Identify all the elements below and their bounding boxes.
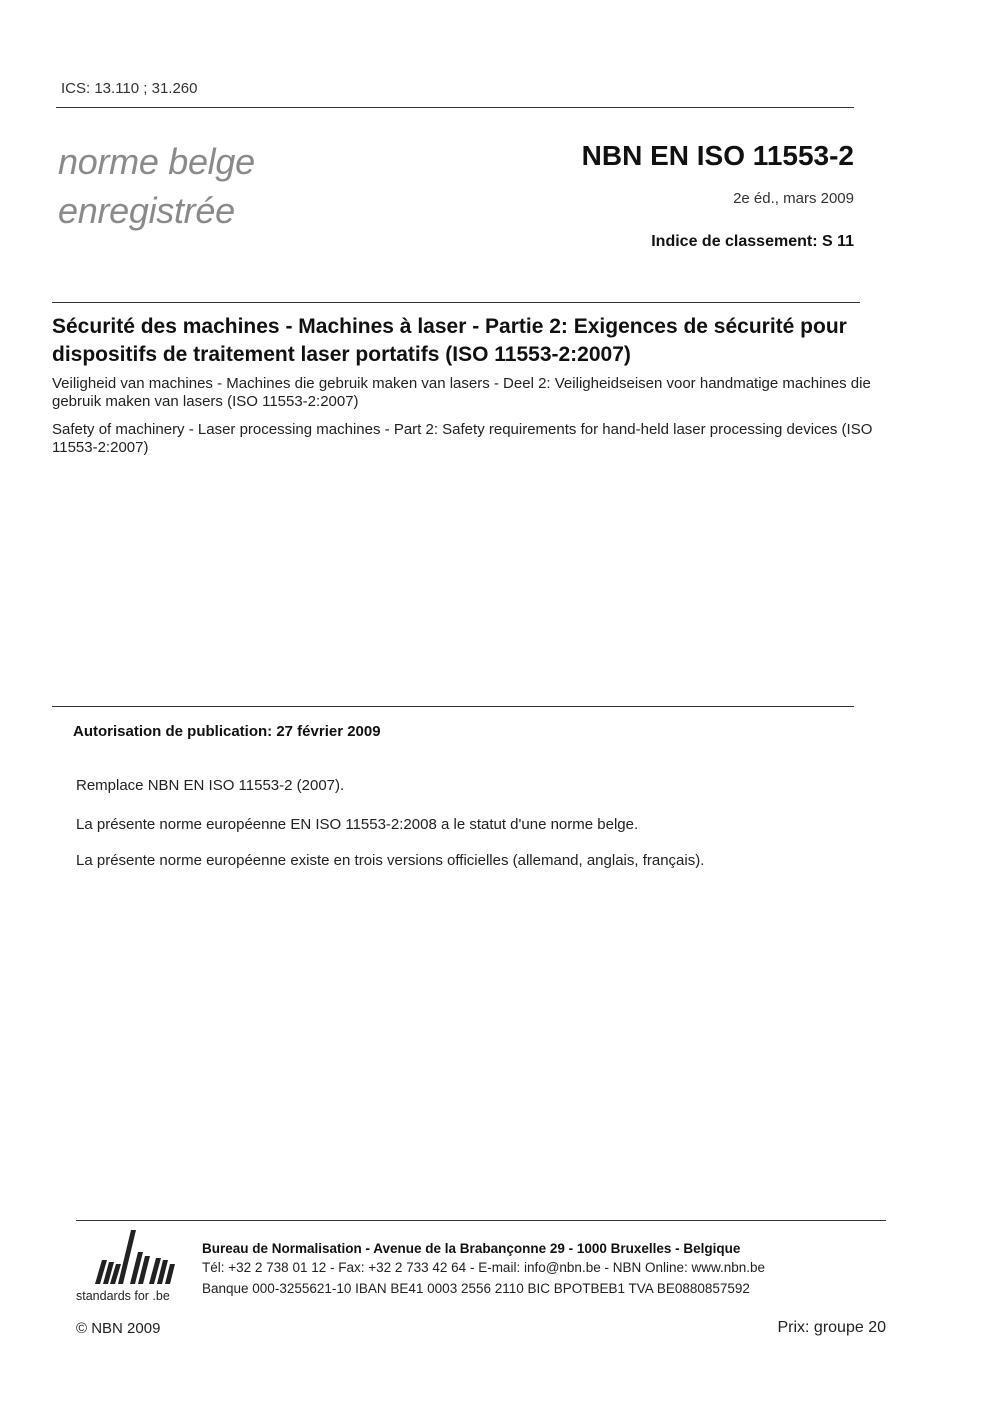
registered-label-line1: norme belge <box>58 141 255 182</box>
logo-tagline: standards for .be <box>76 1289 170 1303</box>
footer-contact: Tél: +32 2 738 01 12 - Fax: +32 2 733 42 64 - E-mail: info@nbn.be - NBN Online: www.nbn.be <box>202 1260 766 1275</box>
edition-date: 2e éd., mars 2009 <box>733 190 854 207</box>
standard-number: NBN EN ISO 11553-2 <box>581 140 854 171</box>
classification-index: Indice de classement: S 11 <box>651 233 854 250</box>
copyright: © NBN 2009 <box>76 1320 161 1337</box>
ics-codes: ICS: 13.110 ; 31.260 <box>61 80 198 97</box>
versions-note: La présente norme européenne existe en trois versions officielles (allemand, anglais, français). <box>76 852 705 869</box>
footer-divider <box>76 1220 886 1221</box>
title-divider <box>52 302 860 303</box>
footer-address: Bureau de Normalisation - Avenue de la Brabançonne 29 - 1000 Bruxelles - Belgique <box>202 1241 741 1256</box>
price-group: Prix: groupe 20 <box>777 1319 886 1336</box>
publication-authorisation: Autorisation de publication: 27 février 2009 <box>73 723 381 740</box>
replaces-note: Remplace NBN EN ISO 11553-2 (2007). <box>76 777 345 794</box>
top-divider <box>56 107 854 108</box>
title-french: Sécurité des machines - Machines à laser - Partie 2: Exigences de sécurité pour dispositifs de traitement laser portatifs (ISO 11553-2:2007) <box>52 315 847 366</box>
status-note: La présente norme européenne EN ISO 11553-2:2008 a le statut d'une norme belge. <box>76 816 639 833</box>
title-dutch: Veiligheid van machines - Machines die gebruik maken van lasers - Deel 2: Veiligheidseisen voor handmatige machines die gebruik maken van lasers (ISO 11553-2:2007) <box>52 375 871 410</box>
registered-label-line2: enregistrée <box>58 190 235 231</box>
footer-bank-details: Banque 000-3255621-10 IBAN BE41 0003 2556 2110 BIC BPOTBEB1 TVA BE0880857592 <box>202 1281 750 1296</box>
title-english: Safety of machinery - Laser processing machines - Part 2: Safety requirements for hand-held laser processing devices (ISO 11553-2:2007) <box>52 421 873 456</box>
publication-divider <box>52 706 854 707</box>
